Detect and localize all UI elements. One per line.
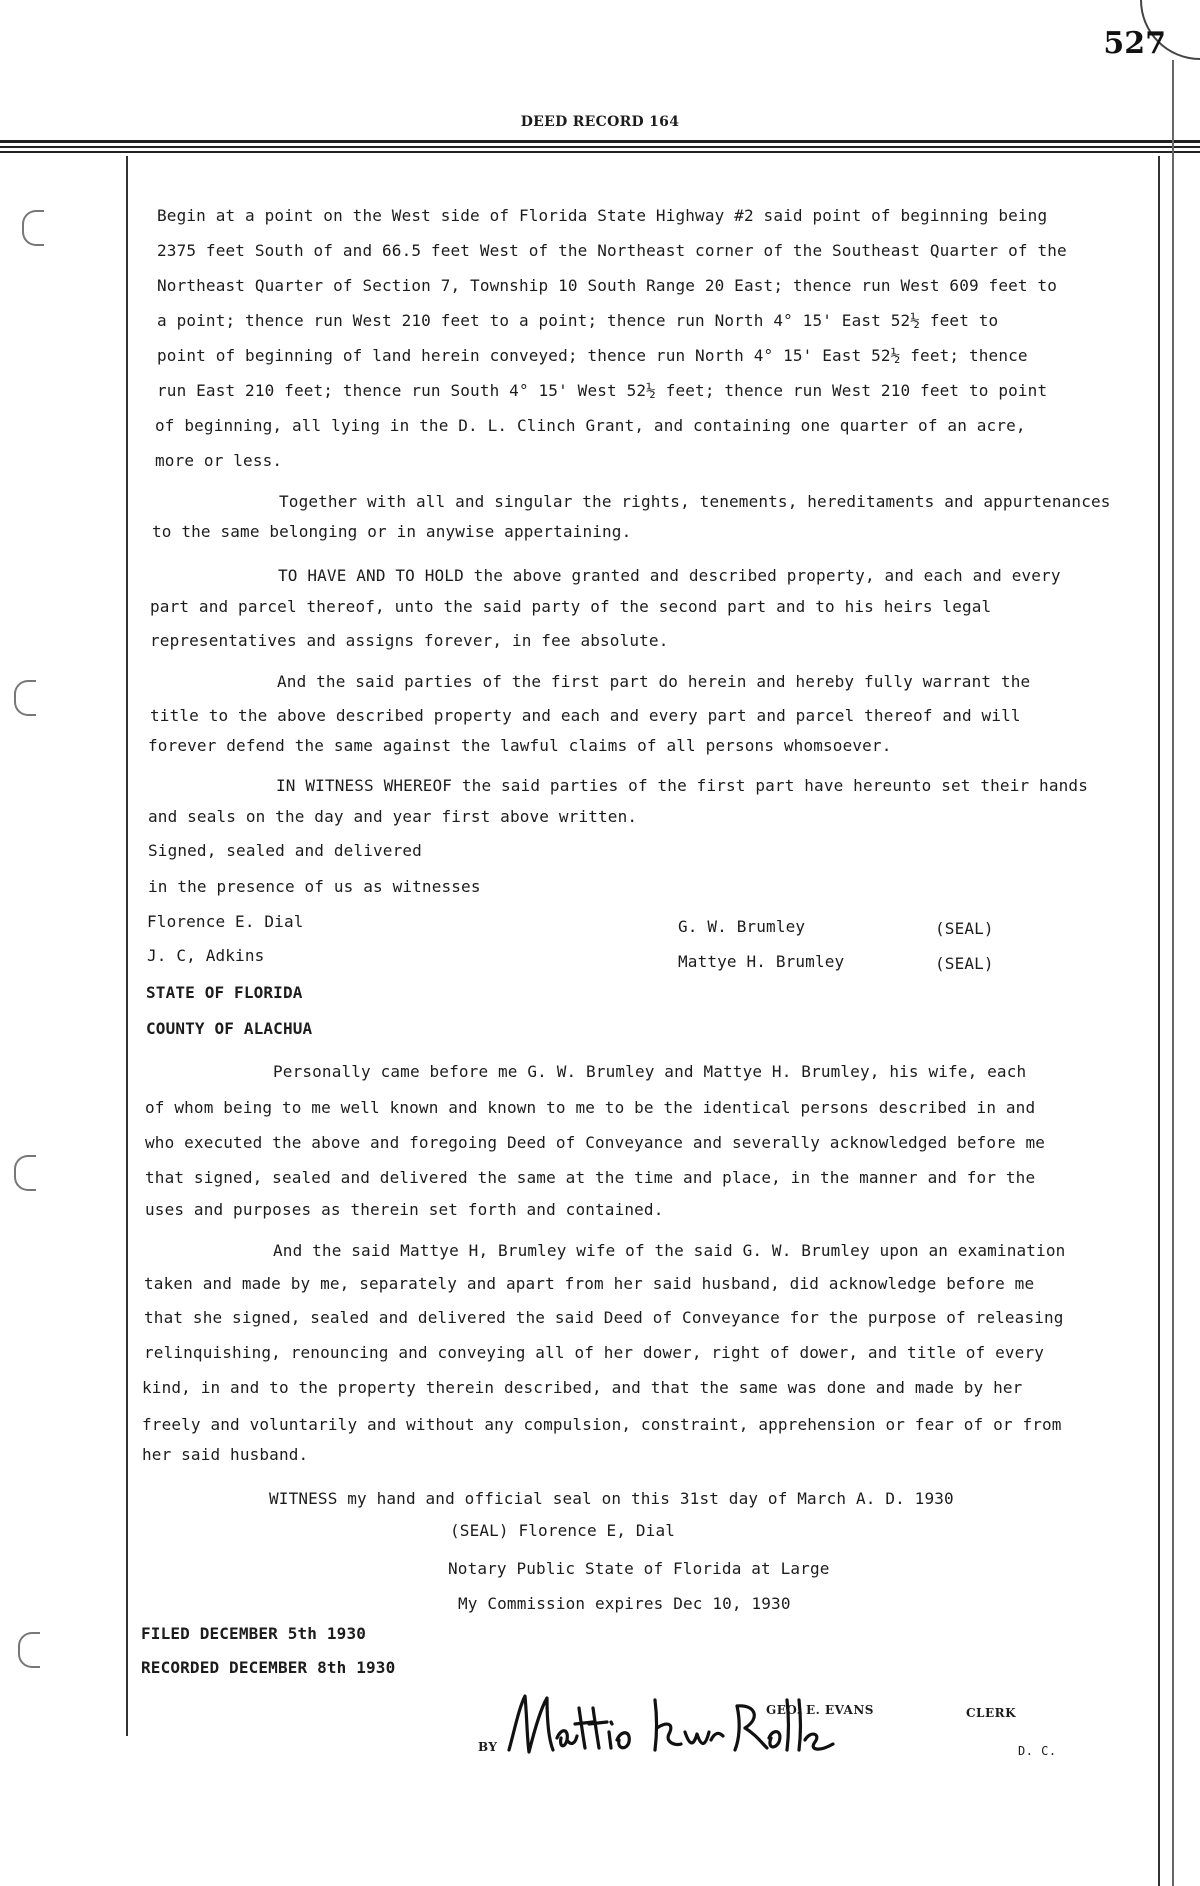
witness-clause: WITNESS my hand and official seal on this 31st day of March A. D. 1930 — [269, 1489, 954, 1508]
header-rule-top — [0, 140, 1200, 143]
ack-line: that she signed, sealed and delivered the said Deed of Conveyance for the purpose of releasing — [144, 1308, 1064, 1327]
page-edge-line — [1172, 60, 1174, 1886]
binding-mark-3 — [14, 1155, 36, 1191]
deed-line: Together with all and singular the rights, tenements, hereditaments and appurtenances — [279, 492, 1111, 511]
ack-line: uses and purposes as therein set forth and contained. — [145, 1200, 664, 1219]
witness-name: J. C, Adkins — [147, 946, 265, 965]
grantor-name: G. W. Brumley — [678, 917, 806, 936]
deed-line: more or less. — [155, 451, 283, 470]
notary-commission-line: My Commission expires Dec 10, 1930 — [458, 1594, 791, 1613]
deed-line: and seals on the day and year first above written. — [148, 807, 638, 826]
header-rule-middle — [0, 146, 1200, 148]
ack-line: Personally came before me G. W. Brumley and Mattye H. Brumley, his wife, each — [273, 1062, 1027, 1081]
grantor-seal: (SEAL) — [935, 954, 994, 973]
deed-line: of beginning, all lying in the D. L. Clinch Grant, and containing one quarter of an acre, — [155, 416, 1026, 435]
deed-line: Northeast Quarter of Section 7, Township 10 South Range 20 East; thence run West 609 feet to — [157, 276, 1058, 295]
deed-line: title to the above described property and each and every part and parcel thereof and will — [150, 706, 1021, 725]
ack-line: her said husband. — [142, 1445, 309, 1464]
ack-line: taken and made by me, separately and apart from her said husband, did acknowledge before me — [144, 1274, 1035, 1293]
deed-line: in the presence of us as witnesses — [148, 877, 481, 896]
testimonium-line: IN WITNESS WHEREOF the said parties of the first part have hereunto set their hands — [276, 776, 1088, 795]
ack-line: freely and voluntarily and without any compulsion, constraint, apprehension or fear of or from — [142, 1415, 1062, 1434]
binding-mark-1 — [22, 210, 44, 246]
deputy-signature-icon — [505, 1688, 845, 1778]
left-margin-line — [126, 156, 128, 1736]
clerk-name: GEO. E. EVANS — [766, 1703, 874, 1717]
deed-line: a point; thence run West 210 feet to a point; thence run North 4° 15' East 52½ feet to — [157, 311, 999, 330]
notary-seal-line: (SEAL) Florence E, Dial — [450, 1521, 676, 1540]
warranty-line: And the said parties of the first part do herein and hereby fully warrant the — [277, 672, 1031, 691]
deed-line: to the same belonging or in anywise appertaining. — [152, 522, 632, 541]
binding-mark-4 — [18, 1632, 40, 1668]
grantor-name: Mattye H. Brumley — [678, 952, 845, 971]
deed-line: representatives and assigns forever, in fee absolute. — [150, 631, 669, 650]
header-rule-bottom — [0, 151, 1200, 153]
clerk-title: CLERK — [966, 1706, 1017, 1720]
notary-title-line: Notary Public State of Florida at Large — [448, 1559, 830, 1578]
ack-line: that signed, sealed and delivered the same at the time and place, in the manner and for the — [145, 1168, 1036, 1187]
filed-date: FILED DECEMBER 5th 1930 — [141, 1624, 367, 1643]
page-number: 527 — [1103, 26, 1166, 61]
deed-line: Begin at a point on the West side of Florida State Highway #2 said point of beginning being — [157, 206, 1048, 225]
binding-mark-2 — [14, 680, 36, 716]
county-heading: COUNTY OF ALACHUA — [146, 1019, 313, 1038]
state-heading: STATE OF FLORIDA — [146, 983, 303, 1002]
deed-line: run East 210 feet; thence run South 4° 15' West 52½ feet; thence run West 210 feet to point — [157, 381, 1048, 400]
deputy-clerk-label: D. C. — [1018, 1744, 1057, 1758]
by-label: BY — [478, 1740, 498, 1754]
ack-line: of whom being to me well known and known to me to be the identical persons described in and — [145, 1098, 1036, 1117]
ack-line: kind, in and to the property therein described, and that the same was done and made by her — [142, 1378, 1023, 1397]
deed-line: part and parcel thereof, unto the said party of the second part and to his heirs legal — [150, 597, 992, 616]
deed-line: 2375 feet South of and 66.5 feet West of the Northeast corner of the Southeast Quarter of the — [157, 241, 1067, 260]
grantor-seal: (SEAL) — [935, 919, 994, 938]
recorded-date: RECORDED DECEMBER 8th 1930 — [141, 1658, 396, 1677]
ack-line: And the said Mattye H, Brumley wife of the said G. W. Brumley upon an examination — [273, 1241, 1066, 1260]
deed-line: point of beginning of land herein conveyed; thence run North 4° 15' East 52½ feet; thence — [157, 346, 1028, 365]
deed-line: Signed, sealed and delivered — [148, 841, 422, 860]
right-margin-line — [1158, 156, 1160, 1886]
record-header: DEED RECORD 164 — [520, 114, 680, 130]
ack-line: who executed the above and foregoing Deed of Conveyance and severally acknowledged before me — [145, 1133, 1046, 1152]
deed-line: forever defend the same against the lawful claims of all persons whomsoever. — [148, 736, 892, 755]
habendum-line: TO HAVE AND TO HOLD the above granted and described property, and each and every — [278, 566, 1061, 585]
witness-name: Florence E. Dial — [147, 912, 304, 931]
ack-line: relinquishing, renouncing and conveying all of her dower, right of dower, and title of every — [144, 1343, 1045, 1362]
